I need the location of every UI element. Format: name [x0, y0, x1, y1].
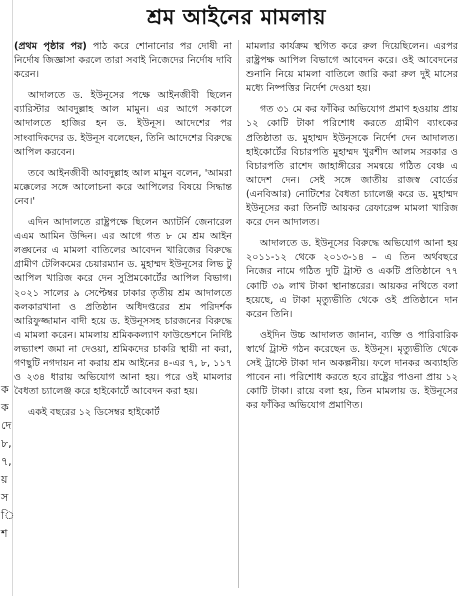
right-column — [246, 40, 458, 590]
article-headline: শ্রম আইনের মামলায় — [146, 5, 326, 29]
paragraph: এদিন আদালতে রাষ্ট্রপক্ষে ছিলেন অ্যাটর্নি জেনারেল এএম আমিন উদ্দিন। এর আগে গত ৮ মে শ্রম আইন লঙ্ঘনের এ মামলা বাতিলের আবেদন খারিজের বিরুদ্ধে গ্রামীণ টেলিকমের চেয়ারম্যান ড. মুহাম্মদ ইউনূসের লিভ টু আপিল খারিজ করে দেন সুপ্রিমকোর্টের আপিল বিভাগ। ২০২১ সালের ৯ সেপ্টেম্বর ঢাকার তৃতীয় শ্রম আদালতে কলকারখানা ও প্রতিষ্ঠান অধিদপ্তরের শ্রম পরিদর্শক আরিফুজ্জামান বাদী হয়ে ড. ইউনূসসহ চারজনের বিরুদ্ধে এ মামলা করেন। মামলায় শ্রমিককল্যাণ ফাউন্ডেশনে নির্দিষ্ট লভ্যাংশ জমা না দেওয়া, শ্রমিকদের চাকরি স্থায়ী না করা, গণছুটি নগদায়ন না করায় শ্রম আইনের ৪-এর ৭, ৮, ১১৭ ও ২৩৪ ধারায় অভিযোগ আনা হয়। পরে ওই মামলার বৈধতা চ্যালেঞ্জ করে হাইকোর্টে আবেদন করা হয়। — [14, 217, 232, 398]
fragment-glyph: শ — [1, 527, 8, 540]
fragment-glyph: ৭, — [1, 455, 12, 468]
paragraph: ওইদিন উচ্চ আদালত জানান, ব্যক্তি ও পারিবারিক স্বার্থে ট্রাস্ট গঠন করেছেন ড. ইউনূস। মৃত্যুভীতি থেকে সেই ট্রাস্টে টাকা দান অকল্পনীয়। ফলে দানকর অব্যাহতি পাবেন না। পরিশোধ করতে হবে রাষ্ট্রের পাওনা প্রায় ১২ কোটি টাকা। রায়ে বলা হয়, তিন মামলায় ড. ইউনূসের কর ফাঁকির অভিযোগ প্রমাণিত। — [246, 329, 458, 412]
continuation-marker: (প্রথম পৃষ্ঠার পর) — [14, 41, 87, 52]
paragraph: আদালতে ড. ইউনূসের পক্ষে আইনজীবী ছিলেন ব্যারিস্টার আবদুল্লাহ আল মামুন। এর আগে সকালে আদালতে হাজির হন ড. ইউনূস। আদেশের পর সাংবাদিকদের ড. ইউনূস বলেছেন, তিনি আদেশের বিরুদ্ধে আপিল করবেন। — [14, 90, 232, 158]
fragment-glyph: য় — [1, 473, 8, 486]
paragraph-text: পাঠ করে শোনানোর পর দোষী না নির্দোষ জিজ্ঞাসা করলে তারা সবাই নিজেদের নির্দোষ দাবি করেন। — [14, 41, 232, 81]
paragraph: মামলার কার্যক্রম স্থগিত করে রুল দিয়েছিলেন। এরপর রাষ্ট্রপক্ষ আপিল বিভাগে আবেদন করে। ওই আবেদনের শুনানি নিয়ে মামলা বাতিলে জারি করা রুল দুই মাসের মধ্যে নিষ্পত্তির নির্দেশ দেওয়া হয়। — [246, 41, 458, 95]
left-column — [14, 40, 232, 590]
paragraph: একই বছরের ১২ ডিসেম্বর হাইকোর্ট — [28, 407, 160, 419]
fragment-glyph: ক — [1, 401, 9, 414]
column-divider — [238, 40, 239, 588]
paragraph: গত ৩১ মে কর ফাঁকির অভিযোগ প্রমাণ হওয়ায় প্রায় ১২ কোটি টাকা পরিশোধ করতে গ্রামীণ ব্যাংকের প্রতিষ্ঠাতা ড. মুহাম্মদ ইউনূসকে নির্দেশ দেন আদালত। হাইকোর্টের বিচারপতি মুহাম্মদ খুরশীদ আলম সরকার ও বিচারপতি রাশেদ জাহাঙ্গীরের সমন্বয়ে গঠিত বেঞ্চ এ আদেশ দেন। সেই সঙ্গে জাতীয় রাজস্ব বোর্ডের (এনবিআর) নোটিশের বৈধতা চ্যালেঞ্জ করে ড. মুহাম্মদ ইউনূসের করা তিনটি আয়কর রেফারেন্স মামলা খারিজ করে দেন আদালত। — [246, 104, 458, 229]
fragment-glyph: দে — [1, 419, 12, 432]
fragment-glyph: স — [1, 491, 9, 504]
paragraph — [14, 40, 232, 82]
paragraph: তবে আইনজীবী আবদুল্লাহ আল মামুন বলেন, 'আমরা মক্কেলের সঙ্গে আলোচনা করে আপিলের বিষয়ে সিদ্ধান্ত নেব।' — [14, 167, 232, 207]
fragment-glyph: ি — [1, 509, 15, 522]
paragraph: আদালতে ড. ইউনূসের বিরুদ্ধে অভিযোগ আনা হয় ২০১১-১২ থেকে ২০১৩-১৪ – এ তিন অর্থবছরে নিজের নামে গঠিত দুটি ট্রাস্ট ও একটি প্রতিষ্ঠানে ৭৭ কোটি ৩৯ লাখ টাকা স্থানান্তরের। আয়কর নথিতে বলা হয়েছে, এ টাকা মৃত্যুভীতি থেকে ওই প্রতিষ্ঠানে দান করেন তিনি। — [246, 238, 458, 320]
fragment-glyph: ক — [1, 383, 9, 396]
adjacent-article-fragment — [0, 0, 13, 596]
fragment-glyph: ৮, — [1, 437, 12, 450]
